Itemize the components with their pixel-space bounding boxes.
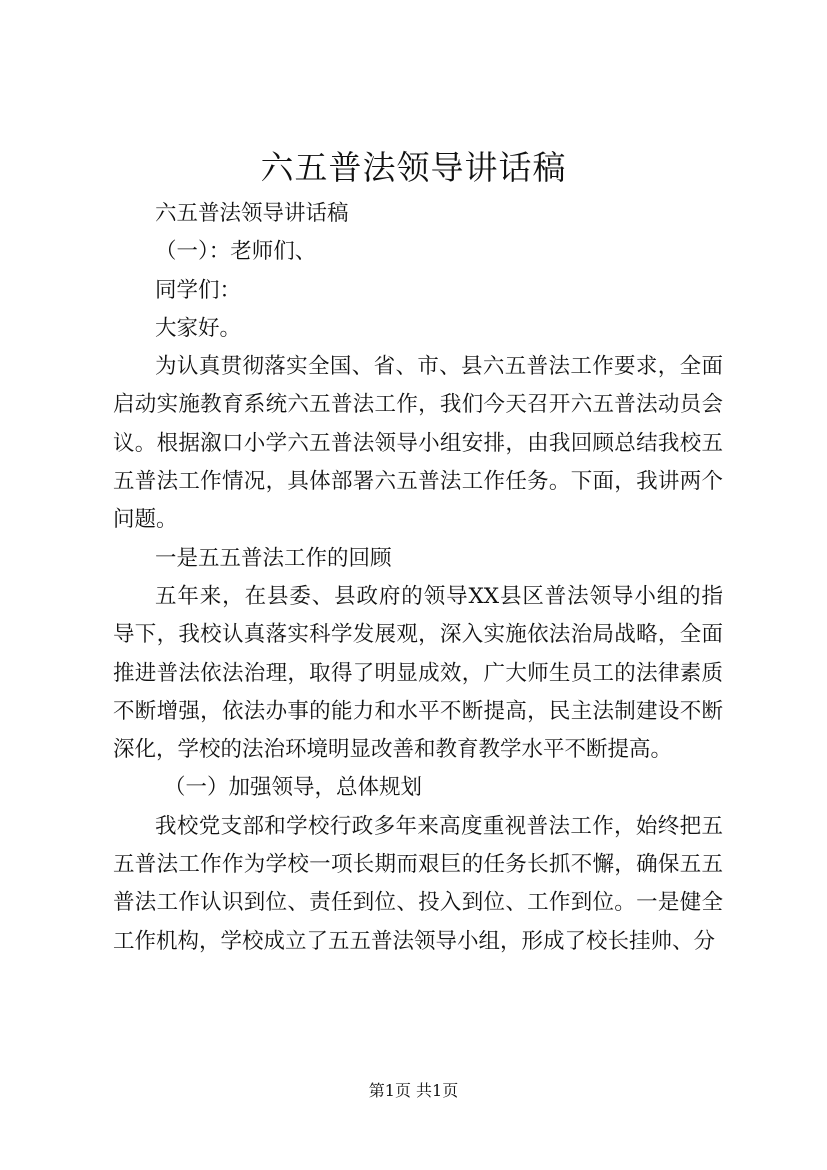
paragraph-section-heading: 一是五五普法工作的回顾 bbox=[155, 545, 392, 571]
page-footer: 第1页 共1页 bbox=[368, 1081, 459, 1100]
paragraph-intro: 为认真贯彻落实全国、省、市、县六五普法工作要求，全面启动实施教育系统六五普法工作，我们今天召开六五普法动员会议。根据溆口小学六五普法领导小组安排，由我回顾总结我校五五普法工作情况，具体部署六五普法工作任务。下面，我讲两个问题。 bbox=[113, 354, 723, 533]
paragraph-leadership: 我校党支部和学校行政多年来高度重视普法工作，始终把五五普法工作作为学校一项长期而艰巨的任务长抓不懈，确保五五普法工作认识到位、责任到位、投入到位、工作到位。一是健全工作机构，学校成立了五五普法领导小组，形成了校长挂帅、分 bbox=[113, 813, 723, 954]
paragraph-subtitle: 六五普法领导讲话稿 bbox=[155, 201, 349, 226]
document-title: 六五普法领导讲话稿 bbox=[260, 148, 567, 187]
document-body bbox=[113, 195, 723, 961]
paragraph-salutation-students: 同学们： bbox=[155, 277, 242, 303]
paragraph-salutation-teachers: （一）：老师们、 bbox=[155, 239, 317, 265]
paragraph-greeting: 大家好。 bbox=[155, 315, 242, 341]
paragraph-subheading: （一）加强领导，总体规划 bbox=[164, 775, 423, 801]
paragraph-review: 五年来，在县委、县政府的领导XX县区普法领导小组的指导下，我校认真落实科学发展观，深入实施依法治局战略，全面推进普法依法治理，取得了明显成效，广大师生员工的法律素质不断增强，依法办事的能力和水平不断提高，民主法制建设不断深化，学校的法治环境明显改善和教育教学水平不断提高。 bbox=[113, 583, 723, 763]
